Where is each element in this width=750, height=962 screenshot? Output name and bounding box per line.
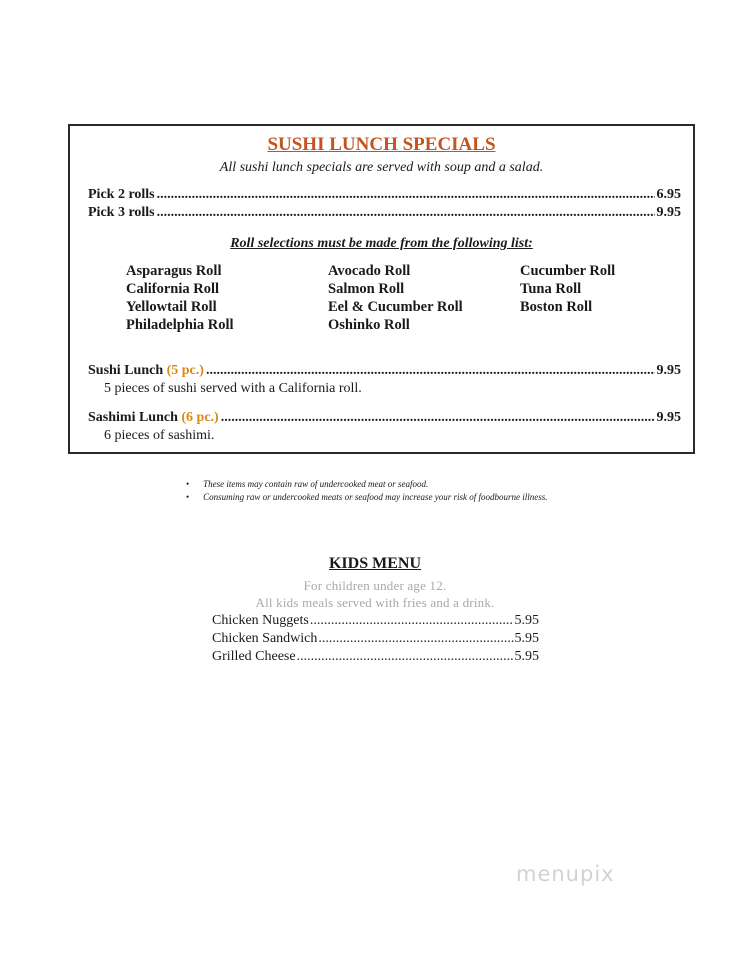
roll-item: Oshinko Roll <box>328 317 410 333</box>
kids-item-row <box>212 631 539 647</box>
roll-item: Salmon Roll <box>328 281 405 297</box>
pick-3-price: 9.95 <box>656 205 681 220</box>
pick-2-label: Pick 2 rolls <box>88 187 155 202</box>
disclaimer-line: • These items may contain raw of undercooked meat or seafood. <box>186 478 547 491</box>
disclaimer-line: • Consuming raw or undercooked meats or seafood may increase your risk of foodbourne illness. <box>186 491 547 504</box>
roll-list <box>126 262 680 334</box>
sashimi-lunch-price: 9.95 <box>656 410 681 425</box>
kids-item-row <box>212 613 539 629</box>
sushi-subtitle: All sushi lunch specials are served with soup and a salad. <box>219 160 544 175</box>
roll-item: Philadelphia Roll <box>126 317 234 333</box>
roll-selection-heading: Roll selections must be made from the following list: <box>230 236 533 251</box>
kids-menu-title: KIDS MENU <box>328 555 421 572</box>
kids-item-price: 5.95 <box>514 649 539 664</box>
leader-dots <box>157 205 655 221</box>
sushi-title: SUSHI LUNCH SPECIALS <box>267 134 496 155</box>
kids-item-price: 5.95 <box>514 631 539 646</box>
kids-item-name: Grilled Cheese <box>212 649 296 664</box>
sushi-lunch-price: 9.95 <box>656 363 681 378</box>
kids-subtitle-fries: All kids meals served with fries and a drink. <box>255 595 495 610</box>
roll-item: Avocado Roll <box>328 263 411 279</box>
leader-dots <box>310 613 514 629</box>
roll-item: Asparagus Roll <box>126 263 222 279</box>
sushi-lunch-note: 5 pieces of sushi served with a California roll. <box>104 381 362 396</box>
pick-2-price: 6.95 <box>656 187 681 202</box>
kids-item-name: Chicken Nuggets <box>212 613 309 628</box>
roll-item: Tuna Roll <box>520 281 582 297</box>
roll-item: Eel & Cucumber Roll <box>328 299 463 315</box>
kids-item-price: 5.95 <box>514 613 539 628</box>
kids-subtitle-age: For children under age 12. <box>303 578 447 593</box>
kids-item-name: Chicken Sandwich <box>212 631 318 646</box>
roll-item: Boston Roll <box>520 299 593 315</box>
roll-item <box>520 316 680 334</box>
sashimi-lunch-note: 6 pieces of sashimi. <box>104 428 215 443</box>
sushi-lunch-pieces: (5 pc.) <box>166 363 204 378</box>
sushi-lunch-label: Sushi Lunch (5 pc.) <box>88 363 204 378</box>
sushi-lunch-specials-box <box>68 124 695 454</box>
leader-dots <box>318 631 513 647</box>
leader-dots <box>157 187 655 203</box>
leader-dots <box>221 410 655 426</box>
sashimi-lunch-row <box>88 410 681 426</box>
roll-item: California Roll <box>126 281 220 297</box>
pick-3-label: Pick 3 rolls <box>88 205 155 220</box>
roll-item: Yellowtail Roll <box>126 299 217 315</box>
roll-item: Cucumber Roll <box>520 263 616 279</box>
sashimi-lunch-pieces: (6 pc.) <box>181 410 219 425</box>
raw-food-disclaimer <box>186 478 547 504</box>
sashimi-lunch-label: Sashimi Lunch (6 pc.) <box>88 410 219 425</box>
menupix-watermark: menupix <box>516 862 615 886</box>
kids-item-row <box>212 649 539 665</box>
pick-3-row <box>88 205 681 221</box>
sushi-lunch-row <box>88 363 681 379</box>
pick-2-row <box>88 187 681 203</box>
leader-dots <box>206 363 655 379</box>
leader-dots <box>297 649 514 665</box>
